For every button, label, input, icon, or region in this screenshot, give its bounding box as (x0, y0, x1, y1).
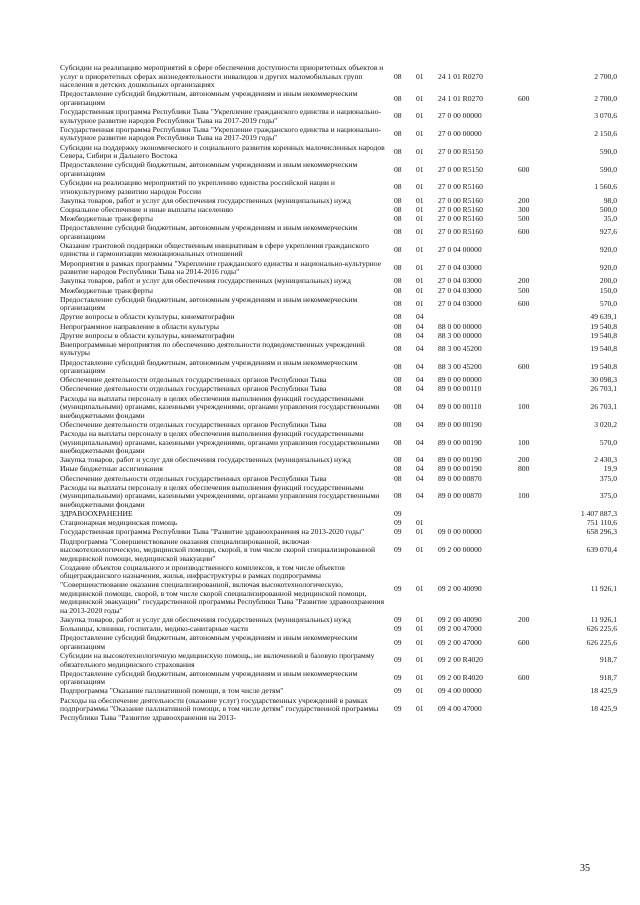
row-section-code: 08 (394, 321, 402, 331)
row-name: Субсидии на поддержку экономического и социального развития коренных малочисленных народов Севера, Сибири и Дальнего Востока (60, 142, 385, 161)
row-subsection-code: 01 (416, 655, 424, 665)
row-section-code: 08 (394, 298, 402, 308)
row-expense-type: 600 (518, 298, 530, 308)
row-subsection-code: 04 (416, 330, 424, 340)
row-amount: 19 540,8 (590, 330, 617, 340)
row-section-code: 09 (394, 614, 402, 624)
row-name: Предоставление субсидий бюджетным, автономным учреждениям и иным некоммерческим организациям (60, 89, 358, 107)
row-amount: 500,0 (599, 204, 617, 214)
row-section-code: 09 (394, 624, 402, 634)
row-name: Другие вопросы в области культуры, кинематографии (60, 330, 235, 340)
table-row (60, 224, 620, 241)
row-target-article: 88 3 00 45200 (438, 361, 482, 371)
row-subsection-code: 01 (416, 624, 424, 634)
row-amount: 920,0 (599, 245, 617, 255)
row-expense-type: 600 (518, 164, 530, 174)
row-subsection-code: 01 (416, 182, 424, 192)
table-row (60, 359, 620, 376)
row-expense-type: 600 (518, 361, 530, 371)
row-name: Мероприятия в рамках программы "Укрепление гражданского единства и национально-культурное развитие народов Республики Тыва на 2014-2016 годы" (60, 258, 381, 277)
row-target-article: 09 2 00 40090 (438, 614, 482, 624)
row-amount: 590,0 (599, 164, 617, 174)
row-name: ЗДРАВООХРАНЕНИЕ (60, 509, 133, 519)
row-section-code: 09 (394, 584, 402, 594)
table-row (60, 385, 620, 394)
row-section-code: 08 (394, 227, 402, 237)
row-name: Предоставление субсидий бюджетным, автономным учреждениям и иным некоммерческим организациям (60, 294, 358, 313)
row-expense-type: 500 (518, 214, 530, 224)
row-subsection-code: 01 (416, 545, 424, 555)
row-amount: 927,6 (599, 227, 617, 237)
row-subsection-code: 01 (416, 146, 424, 156)
row-name: Предоставление субсидий бюджетным, автономным учреждениям и иным некоммерческим организациям (60, 357, 358, 376)
row-subsection-code: 01 (416, 129, 424, 139)
row-amount: 626 225,6 (586, 637, 617, 647)
row-subsection-code: 04 (416, 321, 424, 331)
table-row (60, 687, 620, 696)
row-target-article: 27 0 00 R5160 (438, 182, 483, 192)
row-target-article: 89 0 00 00190 (438, 419, 482, 429)
row-expense-type: 200 (518, 614, 530, 624)
row-section-code: 09 (394, 686, 402, 696)
row-amount: 200,0 (599, 276, 617, 286)
table-row (60, 277, 620, 286)
table-row (60, 670, 620, 687)
row-target-article: 89 0 00 00190 (438, 437, 482, 447)
table-row (60, 528, 620, 537)
row-name: Подпрограмма "Совершенствование оказания специализированной, включая высокотехнологическую, медицинской помощи, скорой, в том числе скорой специализированной медицинской помощи, медицинской эвакуации" (60, 536, 376, 563)
row-target-article: 89 0 00 00000 (438, 375, 482, 385)
row-name: Субсидии на высокотехнологичную медицинскую помощь, не включенной в базовую программу обязательного медицинского страхования (60, 650, 375, 669)
table-row (60, 126, 620, 143)
row-amount: 18 425,9 (590, 704, 617, 714)
row-name: Обеспечение деятельности отдельных государственных органов Республики Тыва (60, 384, 327, 394)
table-row (60, 332, 620, 341)
row-section-code: 08 (394, 195, 402, 205)
row-amount: 35,0 (603, 214, 617, 224)
row-name: Предоставление субсидий бюджетным, автономным учреждениям и иным некоммерческим организациям (60, 633, 358, 651)
table-row (60, 484, 620, 510)
row-name: Обеспечение деятельности отдельных государственных органов Республики Тыва (60, 473, 327, 483)
row-section-code: 09 (394, 518, 402, 528)
row-name: Внепрограммные мероприятия по обеспечению деятельности подведомственных учреждений культуры (60, 339, 365, 358)
row-amount: 375,0 (599, 491, 617, 501)
row-target-article: 89 0 00 00110 (438, 402, 482, 412)
row-name: Оказание грантовой поддержки общественным инициативам в сфере укрепления гражданского единства и гармонизации межнациональных отношений (60, 240, 370, 259)
row-section-code: 08 (394, 491, 402, 501)
row-amount: 150,0 (599, 285, 617, 295)
budget-table (60, 64, 620, 723)
row-subsection-code: 01 (416, 111, 424, 121)
row-target-article: 27 0 00 R5150 (438, 146, 483, 156)
row-subsection-code: 01 (416, 71, 424, 81)
row-section-code: 08 (394, 384, 402, 394)
row-subsection-code: 01 (416, 686, 424, 696)
row-section-code: 09 (394, 545, 402, 555)
table-row (60, 287, 620, 296)
row-section-code: 08 (394, 262, 402, 272)
row-subsection-code: 01 (416, 614, 424, 624)
row-subsection-code: 01 (416, 262, 424, 272)
row-amount: 751 110,6 (586, 518, 617, 528)
row-name: Межбюджетные трансферты (60, 214, 153, 224)
row-target-article: 27 0 00 00000 (438, 129, 482, 139)
row-expense-type: 200 (518, 195, 530, 205)
row-section-code: 08 (394, 361, 402, 371)
row-name: Обеспечение деятельности отдельных государственных органов Республики Тыва (60, 375, 327, 385)
row-amount: 2 700,0 (594, 71, 617, 81)
table-row (60, 697, 620, 723)
row-amount: 570,0 (599, 298, 617, 308)
table-row (60, 652, 620, 669)
row-expense-type: 500 (518, 285, 530, 295)
table-row (60, 395, 620, 421)
row-expense-type: 200 (518, 276, 530, 286)
row-amount: 19 540,8 (590, 321, 617, 331)
row-amount: 918,7 (599, 655, 617, 665)
table-row (60, 475, 620, 484)
row-target-article: 09 2 00 R4020 (438, 673, 483, 682)
row-target-article: 89 0 00 00110 (438, 384, 482, 394)
row-name: Подпрограмма "Оказание паллиативной помощи, в том числе детям" (60, 686, 284, 696)
row-name: Государственная программа Республики Тыва "Укрепление гражданского единства и национально-культурное развитие народов Республики Тыва на 2017-2019 годы" (60, 124, 382, 143)
row-subsection-code: 01 (416, 164, 424, 174)
row-name: Закупка товаров, работ и услуг для обеспечения государственных (муниципальных) нужд (60, 195, 351, 205)
row-amount: 49 639,1 (590, 312, 617, 322)
row-subsection-code: 04 (416, 344, 424, 354)
row-section-code: 09 (394, 527, 402, 537)
row-subsection-code: 01 (416, 227, 424, 237)
row-expense-type: 100 (518, 402, 530, 412)
table-row (60, 313, 620, 322)
row-name: Стационарная медицинская помощь (60, 518, 178, 528)
row-name: Расходы на выплаты персоналу в целях обеспечения выполнения функций государственными (муниципальными) органами, казенными учреждениями, органами управления государственными внебюджетными фондами (60, 482, 380, 509)
page-number: 35 (580, 863, 590, 874)
row-section-code: 09 (394, 673, 402, 682)
row-subsection-code: 01 (416, 673, 424, 682)
row-target-article: 09 4 00 47000 (438, 704, 482, 714)
row-name: Субсидии на реализацию мероприятий по укреплению единства российской нации и этнокультурному развитию народов России (60, 178, 335, 196)
row-section-code: 08 (394, 276, 402, 286)
row-name: Создание объектов социального и производственного комплексов, в том числе объектов общегражданского назначения, жилья, инфраструктуры в рамках подпрограммы "Совершенствование оказания специализированной, включая высокотехнологическую, медицинской помощи, скорой, в том числе скорой специализированной медицинской помощи, медицинской эвакуации" государственной программы Республики Тыва "Развитие здравоохранения на 2013-2020 годы" (60, 562, 385, 615)
row-amount: 19,9 (603, 464, 617, 474)
table-row (60, 538, 620, 564)
row-subsection-code: 01 (416, 276, 424, 286)
row-section-code: 08 (394, 111, 402, 121)
row-amount: 18 425,9 (590, 686, 617, 696)
row-section-code: 08 (394, 214, 402, 224)
row-expense-type: 300 (518, 204, 530, 214)
row-subsection-code: 04 (416, 402, 424, 412)
row-subsection-code: 04 (416, 437, 424, 447)
row-amount: 920,0 (599, 262, 617, 272)
row-target-article: 27 0 04 03000 (438, 276, 482, 286)
row-subsection-code: 04 (416, 375, 424, 385)
row-expense-type: 100 (518, 491, 530, 501)
row-name: Предоставление субсидий бюджетным, автономным учреждениям и иным некоммерческим организациям (60, 223, 358, 241)
row-name: Социальное обеспечение и иные выплаты населению (60, 204, 233, 214)
row-target-article: 24 1 01 R0270 (438, 71, 483, 81)
row-subsection-code: 01 (416, 298, 424, 308)
row-section-code: 08 (394, 419, 402, 429)
row-target-article: 27 0 00 R5160 (438, 214, 483, 224)
row-target-article: 27 0 00 R5160 (438, 227, 483, 237)
row-section-code: 09 (394, 637, 402, 647)
row-amount: 2 430,3 (594, 455, 617, 465)
row-target-article: 09 0 00 00000 (438, 527, 482, 537)
row-expense-type: 200 (518, 455, 530, 465)
table-row (60, 634, 620, 651)
row-target-article: 89 0 00 00190 (438, 455, 482, 465)
row-amount: 2 700,0 (594, 93, 617, 103)
row-name: Закупка товаров, работ и услуг для обеспечения государственных (муниципальных) нужд (60, 455, 351, 465)
row-section-code: 08 (394, 146, 402, 156)
row-name: Расходы на выплаты персоналу в целях обеспечения выполнения функций государственными (муниципальными) органами, казенными учреждениями, органами управления государственными внебюджетными фондами (60, 429, 380, 456)
row-subsection-code: 04 (416, 491, 424, 501)
row-name: Иные бюджетные ассигнования (60, 464, 163, 474)
row-name: Закупка товаров, работ и услуг для обеспечения государственных (муниципальных) нужд (60, 614, 351, 624)
row-subsection-code: 01 (416, 195, 424, 205)
row-name: Государственная программа Республики Тыва "Укрепление гражданского единства и национально-культурное развитие народов Республики Тыва на 2017-2019 годы" (60, 107, 382, 125)
row-expense-type: 800 (518, 464, 530, 474)
row-section-code: 08 (394, 182, 402, 192)
row-amount: 918,7 (599, 673, 617, 682)
row-section-code: 09 (394, 509, 402, 519)
row-section-code: 08 (394, 402, 402, 412)
row-amount: 1 407 887,3 (580, 509, 617, 519)
row-amount: 3 020,2 (594, 419, 617, 429)
row-name: Предоставление субсидий бюджетным, автономным учреждениям и иным некоммерческим организациям (60, 160, 358, 178)
row-section-code: 08 (394, 344, 402, 354)
row-section-code: 08 (394, 375, 402, 385)
table-row (60, 430, 620, 456)
row-target-article: 09 4 00 00000 (438, 686, 482, 696)
row-name: Непрограммное направление в области культуры (60, 321, 219, 331)
row-amount: 26 703,1 (590, 384, 617, 394)
row-amount: 30 098,3 (590, 375, 617, 385)
table-row (60, 179, 620, 196)
row-subsection-code: 04 (416, 464, 424, 474)
row-target-article: 27 0 00 R5160 (438, 204, 483, 214)
row-name: Обеспечение деятельности отдельных государственных органов Республики Тыва (60, 419, 327, 429)
row-section-code: 08 (394, 93, 402, 103)
row-amount: 98,0 (603, 195, 617, 205)
row-subsection-code: 04 (416, 419, 424, 429)
row-target-article: 88 0 00 00000 (438, 321, 482, 331)
row-subsection-code: 04 (416, 361, 424, 371)
row-section-code: 08 (394, 285, 402, 295)
row-name: Государственная программа Республики Тыва "Развитие здравоохранения на 2013-2020 годы" (60, 527, 365, 537)
row-subsection-code: 01 (416, 204, 424, 214)
row-target-article: 09 2 00 47000 (438, 637, 482, 647)
row-subsection-code: 01 (416, 285, 424, 295)
row-amount: 3 070,6 (594, 111, 617, 121)
row-amount: 1 560,6 (594, 182, 617, 192)
row-target-article: 09 2 00 47000 (438, 624, 482, 634)
row-amount: 658 296,3 (586, 527, 617, 537)
row-name: Расходы на выплаты персоналу в целях обеспечения выполнения функций государственными (муниципальными) органами, казенными учреждениями, органами управления государственными внебюджетными фондами (60, 393, 380, 420)
row-section-code: 09 (394, 655, 402, 665)
row-name: Расходы на обеспечение деятельности (оказание услуг) государственных учреждений в рамках подпрограммы "Оказание паллиативной помощи, в том числе детям" государственной программы Республики Тыва "Развитие здравоохранения на 2013- (60, 695, 379, 722)
table-row (60, 161, 620, 178)
row-target-article: 27 0 00 R5160 (438, 195, 483, 205)
row-subsection-code: 01 (416, 704, 424, 714)
row-section-code: 08 (394, 71, 402, 81)
row-amount: 590,0 (599, 146, 617, 156)
table-row (60, 323, 620, 332)
row-target-article: 89 0 00 00190 (438, 464, 482, 474)
row-name: Другие вопросы в области культуры, кинематографии (60, 312, 235, 322)
row-section-code: 08 (394, 129, 402, 139)
row-target-article: 09 2 00 R4020 (438, 655, 483, 665)
row-expense-type: 600 (518, 673, 530, 682)
table-row (60, 465, 620, 474)
row-subsection-code: 01 (416, 637, 424, 647)
row-amount: 11 926,1 (590, 584, 617, 594)
row-expense-type: 600 (518, 93, 530, 103)
row-expense-type: 600 (518, 227, 530, 237)
row-subsection-code: 01 (416, 518, 424, 528)
row-section-code: 08 (394, 245, 402, 255)
row-section-code: 08 (394, 455, 402, 465)
row-subsection-code: 04 (416, 473, 424, 483)
row-target-article: 27 0 00 R5150 (438, 164, 483, 174)
row-subsection-code: 01 (416, 584, 424, 594)
row-expense-type: 600 (518, 637, 530, 647)
row-amount: 626 225,6 (586, 624, 617, 634)
table-row (60, 242, 620, 259)
row-section-code: 08 (394, 164, 402, 174)
row-amount: 19 540,8 (590, 361, 617, 371)
row-target-article: 89 0 00 00870 (438, 473, 482, 483)
row-section-code: 08 (394, 464, 402, 474)
row-amount: 19 540,8 (590, 344, 617, 354)
row-subsection-code: 01 (416, 245, 424, 255)
row-section-code: 08 (394, 473, 402, 483)
row-amount: 639 070,4 (586, 545, 617, 555)
row-name: Межбюджетные трансферты (60, 285, 153, 295)
row-name: Больницы, клиники, госпитали, медико-санитарные части (60, 624, 249, 634)
row-target-article: 88 3 00 00000 (438, 330, 482, 340)
row-name: Субсидии на реализацию мероприятий в сфере обеспечения доступности приоритетных объектов и услуг в приоритетных сферах жизнедеятельности инвалидов и других маломобильных групп населения в детских дошкольных организациях (60, 63, 384, 90)
row-target-article: 24 1 01 R0270 (438, 93, 483, 103)
row-section-code: 08 (394, 330, 402, 340)
row-target-article: 89 0 00 00870 (438, 491, 482, 501)
table-row (60, 144, 620, 161)
table-row (60, 564, 620, 616)
table-row (60, 108, 620, 125)
row-amount: 11 926,1 (590, 614, 617, 624)
table-row (60, 341, 620, 358)
row-target-article: 27 0 04 03000 (438, 262, 482, 272)
row-name: Закупка товаров, работ и услуг для обеспечения государственных (муниципальных) нужд (60, 276, 351, 286)
row-amount: 26 703,1 (590, 402, 617, 412)
row-subsection-code: 01 (416, 214, 424, 224)
row-subsection-code: 04 (416, 384, 424, 394)
row-subsection-code: 01 (416, 527, 424, 537)
row-section-code: 08 (394, 437, 402, 447)
row-section-code: 09 (394, 704, 402, 714)
row-target-article: 27 0 04 03000 (438, 298, 482, 308)
table-row (60, 64, 620, 90)
row-subsection-code: 04 (416, 312, 424, 322)
row-amount: 570,0 (599, 437, 617, 447)
row-section-code: 08 (394, 312, 402, 322)
row-target-article: 27 0 00 00000 (438, 111, 482, 121)
table-row (60, 90, 620, 107)
row-section-code: 08 (394, 204, 402, 214)
table-row (60, 260, 620, 277)
row-name: Предоставление субсидий бюджетным, автономным учреждениям и иным некоммерческим организациям (60, 668, 358, 687)
row-subsection-code: 04 (416, 455, 424, 465)
row-subsection-code: 01 (416, 93, 424, 103)
row-amount: 375,0 (599, 473, 617, 483)
row-target-article: 27 0 04 03000 (438, 285, 482, 295)
row-target-article: 88 3 00 45200 (438, 344, 482, 354)
row-target-article: 27 0 04 00000 (438, 245, 482, 255)
row-expense-type: 100 (518, 437, 530, 447)
row-target-article: 09 2 00 00000 (438, 545, 482, 555)
row-amount: 2 150,6 (594, 129, 617, 139)
table-row (60, 296, 620, 313)
row-target-article: 09 2 00 40090 (438, 584, 482, 594)
